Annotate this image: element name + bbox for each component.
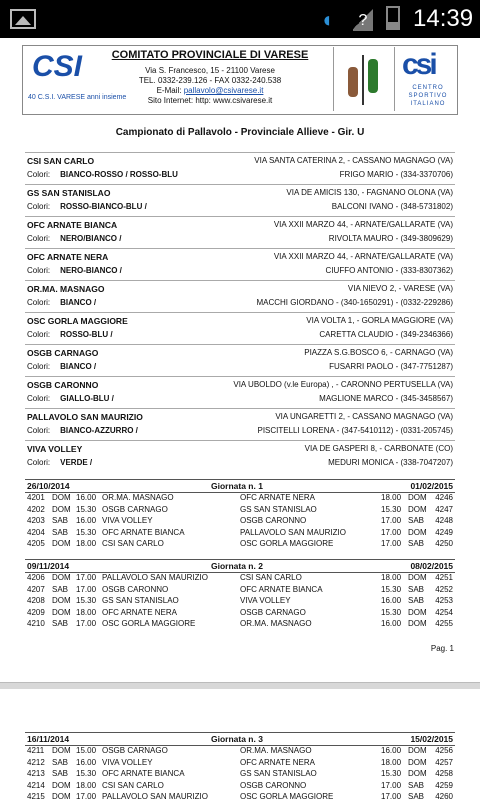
team-address: VIA SANTA CATERINA 2, - CASSANO MAGNAGO (VA) [254,156,453,165]
match-day-first: SAB [52,516,69,525]
match-day-first: SAB [52,619,69,628]
match-day-first: DOM [52,780,71,790]
team-contact: CARETTA CLAUDIO - (349-2346366) [319,330,453,339]
org-email: E-Mail: pallavolo@csivarese.it [156,86,264,95]
match-row [25,619,455,630]
round-date-return: 15/02/2015 [410,734,453,744]
email-link[interactable]: pallavolo@csivarese.it [183,86,264,95]
away-team: OSC GORLA MAGGIORE [240,539,334,548]
match-row [25,746,455,757]
match-id-return: 4250 [435,539,453,548]
match-row [25,608,455,619]
away-team: OFC ARNATE NERA [240,757,315,767]
page-separator [0,682,480,689]
match-day-return: SAB [408,584,425,594]
match-time-return: 15.30 [381,504,402,514]
org-name: COMITATO PROVINCIALE DI VARESE [111,49,309,61]
team-address: PIAZZA S.G.BOSCO 6, - CARNAGO (VA) [304,348,453,357]
round-label: Giornata n. 3 [211,734,263,744]
team-contact: MEDURI MONICA - (338-7047207) [328,458,453,467]
home-team: CSI SAN CARLO [102,780,164,790]
team-name: OFC ARNATE BIANCA [27,220,118,230]
match-time-first: 16.00 [76,493,97,502]
team-address: VIA DE GASPERI 8, - CARBONATE (CO) [304,444,453,453]
match-time-first: 15.00 [76,746,97,755]
round-label: Giornata n. 1 [211,481,263,491]
team-entry [25,440,455,473]
org-phone: TEL. 0332-239.126 - FAX 0332-240.538 [138,76,282,85]
match-id-first: 4202 [27,504,45,514]
match-row [25,781,455,792]
match-id-first: 4214 [27,780,45,790]
match-time-first: 18.00 [76,539,97,548]
match-day-first: SAB [52,769,69,778]
match-day-return: SAB [408,539,425,548]
match-time-first: 15.30 [76,596,97,605]
home-team: VIVA VOLLEY [102,757,153,767]
round-date-first: 09/11/2014 [27,561,70,571]
round-header [25,479,455,493]
match-day-first: DOM [52,504,71,514]
home-team: OSC GORLA MAGGIORE [102,619,196,628]
home-team: OR.MA. MASNAGO [102,493,174,502]
home-team: OSGB CARONNO [102,584,169,594]
match-row [25,573,455,584]
team-contact: MAGLIONE MARCO - (345-3458567) [319,394,453,403]
csi-logo: csi CENTRO SPORTIVO ITALIANO [402,48,448,107]
team-address: VIA VOLTA 1, - GORLA MAGGIORE (VA) [306,316,453,325]
team-colors: Colori: BIANCO-AZZURRO / [27,426,138,435]
match-time-first: 18.00 [76,607,97,617]
team-entry [25,408,455,441]
match-time-return: 17.00 [381,527,402,537]
match-id-return: 4249 [435,527,453,537]
status-bar [0,0,480,38]
match-id-first: 4207 [27,584,45,594]
match-id-return: 4260 [435,792,453,801]
home-team: VIVA VOLLEY [102,516,153,525]
away-team: GS SAN STANISLAO [240,504,317,514]
team-contact: CIUFFO ANTONIO - (333-8307362) [325,266,453,275]
match-time-return: 17.00 [381,539,402,548]
team-address: VIA UNGARETTI 2, - CASSANO MAGNAGO (VA) [275,412,453,421]
match-id-return: 4258 [435,769,453,778]
match-time-return: 15.30 [381,769,402,778]
round-header [25,559,455,573]
match-day-first: DOM [52,746,71,755]
team-entry [25,312,455,345]
match-day-first: SAB [52,527,69,537]
away-team: VIVA VOLLEY [240,596,291,605]
match-id-return: 4247 [435,504,453,514]
match-id-first: 4203 [27,516,45,525]
match-row [25,505,455,516]
team-colors: Colori: NERO/BIANCO / [27,234,122,243]
round-date-return: 01/02/2015 [410,481,453,491]
match-row [25,769,455,780]
match-time-first: 17.00 [76,619,97,628]
team-name: OR.MA. MASNAGO [27,284,105,294]
match-id-return: 4246 [435,493,453,502]
match-time-return: 18.00 [381,757,402,767]
match-time-return: 15.30 [381,607,402,617]
match-time-first: 18.00 [76,780,97,790]
match-day-return: DOM [408,746,427,755]
match-time-return: 16.00 [381,619,402,628]
match-day-return: DOM [408,769,427,778]
match-day-first: DOM [52,493,71,502]
match-time-return: 18.00 [381,573,402,582]
team-name: PALLAVOLO SAN MAURIZIO [27,412,143,422]
page-number: Pag. 1 [430,644,454,653]
team-address: VIA UBOLDO (v.le Europa) , - CARONNO PERTUSELLA (VA) [233,380,453,389]
match-time-first: 15.30 [76,504,97,514]
away-team: GS SAN STANISLAO [240,769,317,778]
away-team: OSGB CARONNO [240,780,307,790]
team-contact: FUSARRI PAOLO - (347-7751287) [329,362,453,371]
match-row [25,528,455,539]
match-day-first: DOM [52,792,71,801]
match-day-first: SAB [52,757,69,767]
wifi-icon: ◖ [320,7,334,32]
match-row [25,792,455,803]
match-time-return: 18.00 [381,493,402,502]
status-time: 14:39 [413,5,474,32]
match-row [25,585,455,596]
match-time-first: 15.30 [76,769,97,778]
match-row [25,539,455,550]
home-team: OSGB CARNAGO [102,504,168,514]
team-name: CSI SAN CARLO [27,156,95,166]
match-id-first: 4213 [27,769,45,778]
match-time-first: 17.00 [76,573,97,582]
team-contact: FRIGO MARIO - (334-3370706) [339,170,453,179]
match-day-return: SAB [408,596,425,605]
team-colors: Colori: ROSSO-BLU / [27,330,113,339]
match-row [25,758,455,769]
match-time-first: 17.00 [76,584,97,594]
team-entry [25,248,455,281]
away-team: OSGB CARONNO [240,516,307,525]
home-team: OSGB CARNAGO [102,746,168,755]
match-id-return: 4255 [435,619,453,628]
team-name: VIVA VOLLEY [27,444,83,454]
team-entry [25,344,455,377]
championship-title: Campionato di Pallavolo - Provinciale Allieve - Gir. U [115,127,365,138]
match-day-return: SAB [408,780,425,790]
home-team: OFC ARNATE NERA [102,607,177,617]
match-time-return: 16.00 [381,596,402,605]
match-time-first: 16.00 [76,516,97,525]
team-contact: RIVOLTA MAURO - (349-3809629) [328,234,453,243]
match-day-first: DOM [52,573,71,582]
match-day-return: DOM [408,527,427,537]
match-time-return: 17.00 [381,792,402,801]
team-address: VIA DE AMICIS 130, - FAGNANO OLONA (VA) [286,188,453,197]
away-team: OR.MA. MASNAGO [240,746,312,755]
match-day-return: DOM [408,619,427,628]
match-day-return: DOM [408,504,427,514]
team-name: OSGB CARONNO [27,380,99,390]
team-name: OSC GORLA MAGGIORE [27,316,128,326]
team-colors: Colori: VERDE / [27,458,93,467]
csi-varese-logo: CSI 40 C.S.I. VARESE anni insieme [28,50,127,101]
round-date-first: 26/10/2014 [27,481,70,491]
round-label: Giornata n. 2 [211,561,263,571]
team-contact: PISCITELLI LORENA - (347-5410112) - (0331-205745) [257,426,453,435]
org-address: Via S. Francesco, 15 - 21100 Varese [145,66,275,75]
home-team: CSI SAN CARLO [102,539,164,548]
away-team: PALLAVOLO SAN MAURIZIO [240,527,346,537]
gallery-notification-icon [10,9,36,29]
team-name: GS SAN STANISLAO [27,188,111,198]
away-team: OR.MA. MASNAGO [240,619,312,628]
match-time-first: 16.00 [76,757,97,767]
match-day-first: SAB [52,584,69,594]
match-id-return: 4257 [435,757,453,767]
away-team: CSI SAN CARLO [240,573,302,582]
team-contact: MACCHI GIORDANO - (340-1650291) - (0332-229286) [256,298,453,307]
match-row [25,596,455,607]
match-time-first: 15.30 [76,527,97,537]
match-day-return: DOM [408,493,427,502]
header-info [90,50,330,106]
team-colors: Colori: ROSSO-BIANCO-BLU / [27,202,147,211]
match-id-first: 4211 [27,746,45,755]
home-team: PALLAVOLO SAN MAURIZIO [102,573,208,582]
match-id-first: 4206 [27,573,45,582]
team-name: OFC ARNATE NERA [27,252,109,262]
match-id-return: 4259 [435,780,453,790]
match-id-return: 4253 [435,596,453,605]
match-id-first: 4210 [27,619,45,628]
team-contact: BALCONI IVANO - (348-5731802) [331,202,453,211]
match-time-return: 17.00 [381,516,402,525]
match-id-first: 4215 [27,792,45,801]
match-id-first: 4204 [27,527,45,537]
match-id-first: 4212 [27,757,45,767]
team-entry [25,376,455,409]
team-colors: Colori: GIALLO-BLU / [27,394,114,403]
match-time-return: 17.00 [381,780,402,790]
battery-icon [386,6,400,30]
team-address: VIA XXII MARZO 44, - ARNATE/GALLARATE (VA) [273,252,453,261]
match-day-first: DOM [52,539,71,548]
team-entry [25,216,455,249]
team-entry [25,184,455,217]
match-time-return: 16.00 [381,746,402,755]
team-colors: Colori: BIANCO / [27,298,97,307]
team-address: VIA NIEVO 2, - VARESE (VA) [347,284,453,293]
match-id-return: 4251 [435,573,453,582]
away-team: OFC ARNATE BIANCA [240,584,323,594]
match-day-return: DOM [408,607,427,617]
round-header [25,732,455,746]
volleyball-illustration [333,47,395,111]
match-day-return: DOM [408,757,427,767]
match-day-first: DOM [52,596,71,605]
home-team: GS SAN STANISLAO [102,596,179,605]
home-team: PALLAVOLO SAN MAURIZIO [102,792,208,801]
match-row [25,493,455,504]
round-date-return: 08/02/2015 [410,561,453,571]
match-day-return: DOM [408,573,427,582]
signal-icon: ? [353,7,373,31]
match-id-return: 4254 [435,607,453,617]
team-colors: Colori: BIANCO / [27,362,97,371]
match-id-first: 4208 [27,596,45,605]
away-team: OFC ARNATE NERA [240,493,315,502]
match-id-first: 4201 [27,493,45,502]
org-site: Sito Internet: http: www.csivarese.it [147,96,273,105]
match-id-return: 4252 [435,584,453,594]
team-entry [25,152,455,185]
match-time-return: 15.30 [381,584,402,594]
team-entry [25,280,455,313]
away-team: OSGB CARNAGO [240,607,306,617]
away-team: OSC GORLA MAGGIORE [240,792,334,801]
match-time-first: 17.00 [76,792,97,801]
home-team: OFC ARNATE BIANCA [102,527,185,537]
match-id-first: 4205 [27,539,45,548]
match-id-return: 4248 [435,516,453,525]
round-date-first: 16/11/2014 [27,734,70,744]
match-row [25,516,455,527]
match-day-return: SAB [408,792,425,801]
team-name: OSGB CARNAGO [27,348,99,358]
match-day-first: DOM [52,607,71,617]
match-id-return: 4256 [435,746,453,755]
team-address: VIA XXII MARZO 44, - ARNATE/GALLARATE (VA) [273,220,453,229]
match-id-first: 4209 [27,607,45,617]
match-day-return: SAB [408,516,425,525]
team-colors: Colori: BIANCO-ROSSO / ROSSO-BLU [27,170,178,179]
team-colors: Colori: NERO-BIANCO / [27,266,122,275]
home-team: OFC ARNATE BIANCA [102,769,185,778]
